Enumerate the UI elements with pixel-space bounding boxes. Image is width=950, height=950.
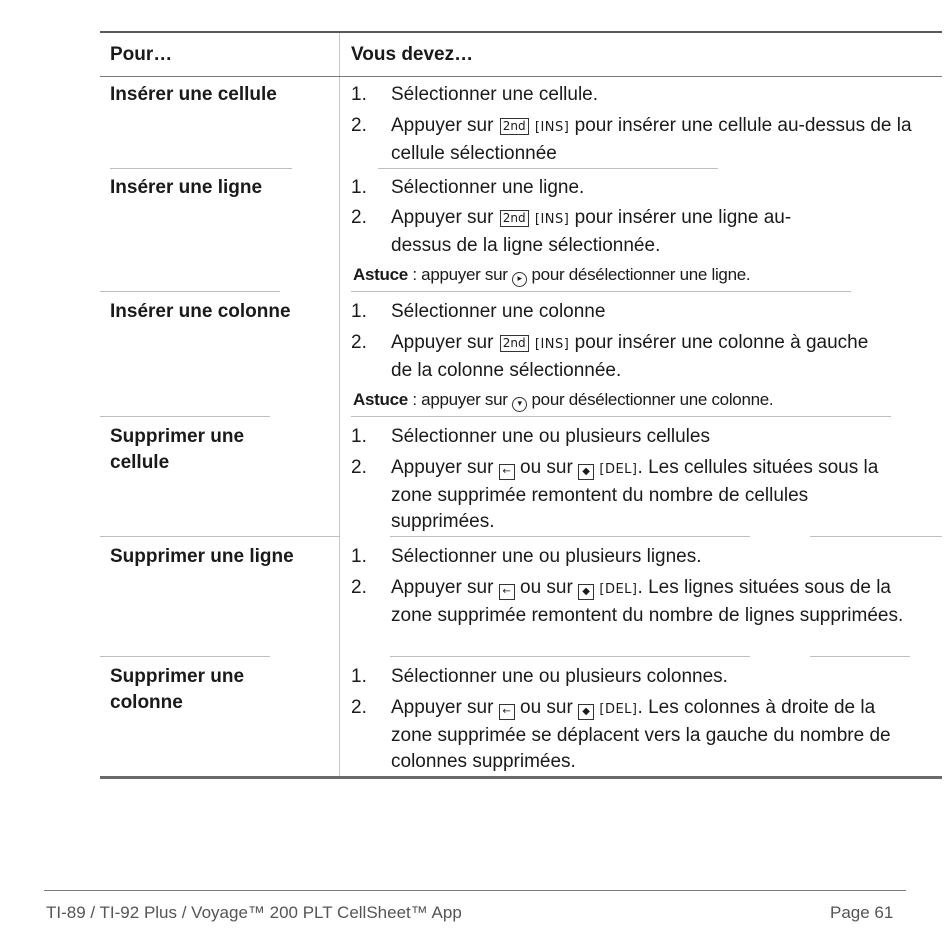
step-text-a: Appuyer sur (391, 457, 494, 478)
ins-key-label: [INS] (534, 212, 570, 227)
step-text-b: . Les colonnes à droite de la zone supprimée se déplacent vers la gauche du nombre de colonnes supprimées. (391, 697, 891, 772)
tip-line (353, 389, 773, 412)
step-number: 1. (351, 666, 367, 687)
step-text-a: Appuyer sur (391, 207, 494, 228)
arrow-right-key-icon: ▸ (512, 272, 527, 287)
step-number: 1. (351, 426, 367, 447)
ins-key-label: [INS] (534, 120, 570, 135)
backspace-key-icon: ← (499, 464, 515, 480)
step-number: 1. (351, 301, 367, 322)
row-separator (100, 291, 280, 292)
step-number: 1. (351, 177, 367, 198)
step-text-b: . Les cellules situées sous la zone supprimée remontent du nombre de cellules supprimées. (391, 457, 879, 532)
step-number: 2. (351, 115, 367, 136)
tip-label: Astuce (353, 390, 408, 409)
tip-text: pour désélectionner une ligne. (531, 265, 751, 284)
row-separator (390, 536, 750, 537)
backspace-key-icon: ← (499, 584, 515, 600)
row-label-inserer-ligne: Insérer une ligne (110, 177, 263, 198)
step-number: 2. (351, 332, 367, 353)
footer-product-title: TI-89 / TI-92 Plus / Voyage™ 200 PLT CellSheet™ App (46, 903, 462, 922)
row-label-inserer-colonne: Insérer une colonne (110, 301, 291, 322)
step-text (391, 113, 921, 167)
step-number: 2. (351, 457, 367, 478)
step-number: 2. (351, 207, 367, 228)
step-text-b: . Les lignes situées sous de la zone supprimée remontent du nombre de lignes supprimées. (391, 577, 904, 626)
step-number: 1. (351, 546, 367, 567)
table-bottom-rule (100, 776, 942, 779)
backspace-key-icon: ← (499, 704, 515, 720)
step-text-mid: ou sur (520, 577, 573, 598)
step-text-b: pour insérer une colonne à gauche de la colonne sélectionnée. (391, 332, 869, 381)
header-pour: Pour… (110, 44, 173, 65)
arrow-down-key-icon: ▾ (512, 397, 527, 412)
step-text (391, 330, 881, 384)
step-text-a: Appuyer sur (391, 115, 494, 136)
del-key-label: [DEL] (599, 702, 638, 717)
step-text: Sélectionner une ou plusieurs colonnes. (391, 666, 728, 687)
step-text (391, 695, 921, 775)
2nd-key-icon: 2nd (500, 118, 529, 135)
step-text (391, 575, 921, 629)
row-separator (100, 416, 270, 417)
row-separator (100, 536, 340, 537)
ins-key-label: [INS] (534, 337, 570, 352)
row-separator (810, 656, 910, 657)
row-separator (378, 168, 718, 169)
tip-text: : appuyer sur (412, 265, 508, 284)
tip-text: pour désélectionner une colonne. (531, 390, 774, 409)
step-text (391, 455, 891, 535)
diamond-key-icon: ◆ (578, 584, 594, 600)
tip-line (353, 264, 750, 287)
del-key-label: [DEL] (599, 582, 638, 597)
2nd-key-icon: 2nd (500, 210, 529, 227)
row-separator (351, 291, 851, 292)
del-key-label: [DEL] (599, 462, 638, 477)
header-separator (100, 76, 942, 77)
step-text-b: pour insérer une cellule au-dessus de la cellule sélectionnée (391, 115, 912, 164)
step-text (391, 205, 821, 259)
step-text-mid: ou sur (520, 457, 573, 478)
step-text-mid: ou sur (520, 697, 573, 718)
table-top-rule (100, 31, 942, 33)
step-text: Sélectionner une ligne. (391, 177, 585, 198)
footer-rule (44, 890, 906, 891)
2nd-key-icon: 2nd (500, 335, 529, 352)
step-text-b: pour insérer une ligne au-dessus de la ligne sélectionnée. (391, 207, 792, 256)
step-number: 2. (351, 577, 367, 598)
diamond-key-icon: ◆ (578, 464, 594, 480)
step-text: Sélectionner une colonne (391, 301, 606, 322)
row-label-supprimer-ligne: Supprimer une ligne (110, 546, 294, 567)
step-text-a: Appuyer sur (391, 332, 494, 353)
row-label-supprimer-colonne: Supprimer une colonne (110, 666, 245, 713)
diamond-key-icon: ◆ (578, 704, 594, 720)
step-text-a: Appuyer sur (391, 697, 494, 718)
row-separator (100, 656, 270, 657)
footer-page-number: Page 61 (830, 903, 894, 922)
row-separator (351, 416, 891, 417)
row-label-supprimer-cellule: Supprimer une cellule (110, 426, 245, 473)
column-divider (339, 33, 340, 776)
tip-text: : appuyer sur (412, 390, 508, 409)
row-separator (110, 168, 292, 169)
tip-label: Astuce (353, 265, 408, 284)
step-text-a: Appuyer sur (391, 577, 494, 598)
row-separator (390, 656, 750, 657)
row-label-inserer-cellule: Insérer une cellule (110, 84, 277, 105)
step-number: 2. (351, 697, 367, 718)
step-text: Sélectionner une ou plusieurs lignes. (391, 546, 702, 567)
step-number: 1. (351, 84, 367, 105)
header-vous-devez: Vous devez… (351, 44, 474, 65)
row-separator (810, 536, 942, 537)
step-text: Sélectionner une ou plusieurs cellules (391, 426, 710, 447)
step-text: Sélectionner une cellule. (391, 84, 599, 105)
